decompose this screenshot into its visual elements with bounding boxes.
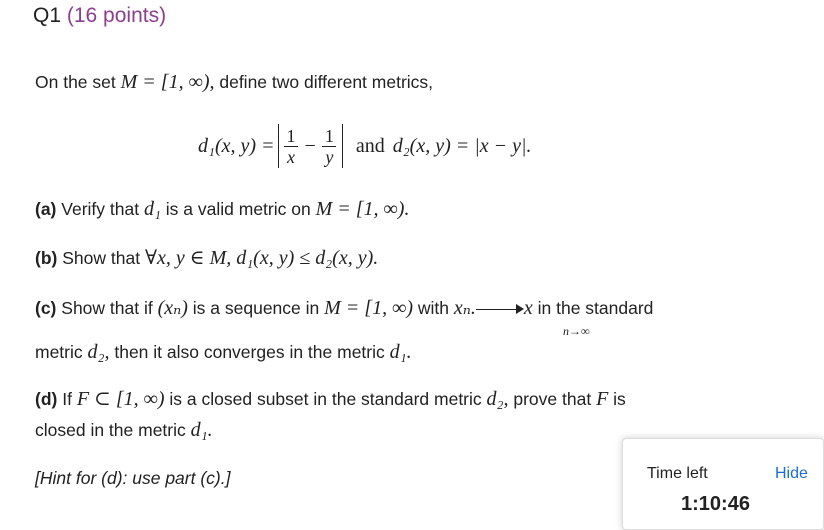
intro-text: On the set	[35, 72, 116, 92]
part-c-text2: is a sequence in	[192, 298, 320, 318]
part-d-line1	[35, 388, 626, 410]
part-c-text4: in the standard	[537, 298, 654, 318]
part-a-math1: d₁	[143, 198, 161, 220]
abs-bar-right	[342, 124, 343, 168]
timer-panel	[622, 438, 824, 530]
part-b-text: Show that	[62, 248, 141, 268]
part-a-math2: M = [1, ∞).	[315, 198, 410, 220]
part-a	[35, 198, 409, 220]
time-left-value: 1:10:46	[681, 493, 750, 515]
part-c-math3: xₙ.	[453, 297, 476, 319]
part-d-math2: d₂,	[486, 388, 509, 410]
part-c-math2: M = [1, ∞)	[324, 297, 413, 319]
part-c-line2	[35, 341, 412, 363]
question-label: Q1	[33, 4, 62, 27]
part-c-math4: x	[523, 297, 533, 319]
intro-line	[35, 71, 433, 93]
part-a-text: Verify that	[61, 199, 140, 219]
part-b	[35, 247, 378, 269]
part-d-line2-text: closed in the metric	[35, 420, 186, 440]
part-d-math3: F	[596, 388, 609, 410]
part-c-text3: with	[417, 298, 449, 318]
part-a-text2: is a valid metric on	[165, 199, 311, 219]
fraction-1-over-x: $\frac{1}{x}$	[284, 126, 299, 167]
question-title	[33, 4, 166, 28]
part-b-math1: ∀x, y ∈ M, d₁(x, y) ≤ d₂(x, y).	[144, 247, 379, 269]
part-c-line2-text: metric	[35, 342, 83, 362]
part-d-tag: (d)	[35, 389, 58, 409]
d1-lhs: d₁(x, y) =	[198, 134, 275, 157]
part-c-tag: (c)	[35, 298, 57, 318]
arrow-subscript: n→∞	[563, 324, 590, 338]
part-d-line2	[35, 419, 213, 441]
part-d-text2: is a closed subset in the standard metric	[169, 389, 482, 409]
intro-text-after: define two different metrics,	[219, 72, 434, 92]
part-c-line1	[35, 297, 653, 319]
and-word: and	[355, 134, 385, 157]
converges-arrow-icon	[476, 299, 524, 319]
metric-definitions	[198, 118, 531, 174]
d2-definition: d₂(x, y) = |x − y|.	[392, 134, 532, 157]
part-c-text: Show that if	[61, 298, 153, 318]
part-d-text3: prove that	[513, 389, 592, 409]
minus-sign: −	[304, 134, 316, 157]
fraction-1-over-y: $\frac{1}{y}$	[322, 126, 337, 167]
time-left-label: Time left	[647, 465, 708, 482]
part-b-tag: (b)	[35, 248, 58, 268]
question-points: (16 points)	[66, 4, 167, 27]
part-c-line2-math2: d₁.	[389, 341, 412, 363]
hide-timer-link[interactable]: Hide	[775, 465, 808, 482]
part-c-math1: (xₙ)	[157, 297, 188, 319]
part-d-text: If	[62, 389, 72, 409]
abs-bar-left	[278, 124, 279, 168]
part-d-line2-math: d₁.	[190, 419, 213, 441]
part-c-line2-text2: then it also converges in the metric	[114, 342, 385, 362]
set-definition: M = [1, ∞),	[120, 71, 215, 93]
part-c-line2-math: d₂,	[87, 341, 110, 363]
part-d-math1: F ⊂ [1, ∞)	[76, 388, 165, 410]
part-a-tag: (a)	[35, 199, 57, 219]
hint-text: [Hint for (d): use part (c).]	[35, 468, 231, 488]
part-d-text4: is	[613, 389, 626, 409]
